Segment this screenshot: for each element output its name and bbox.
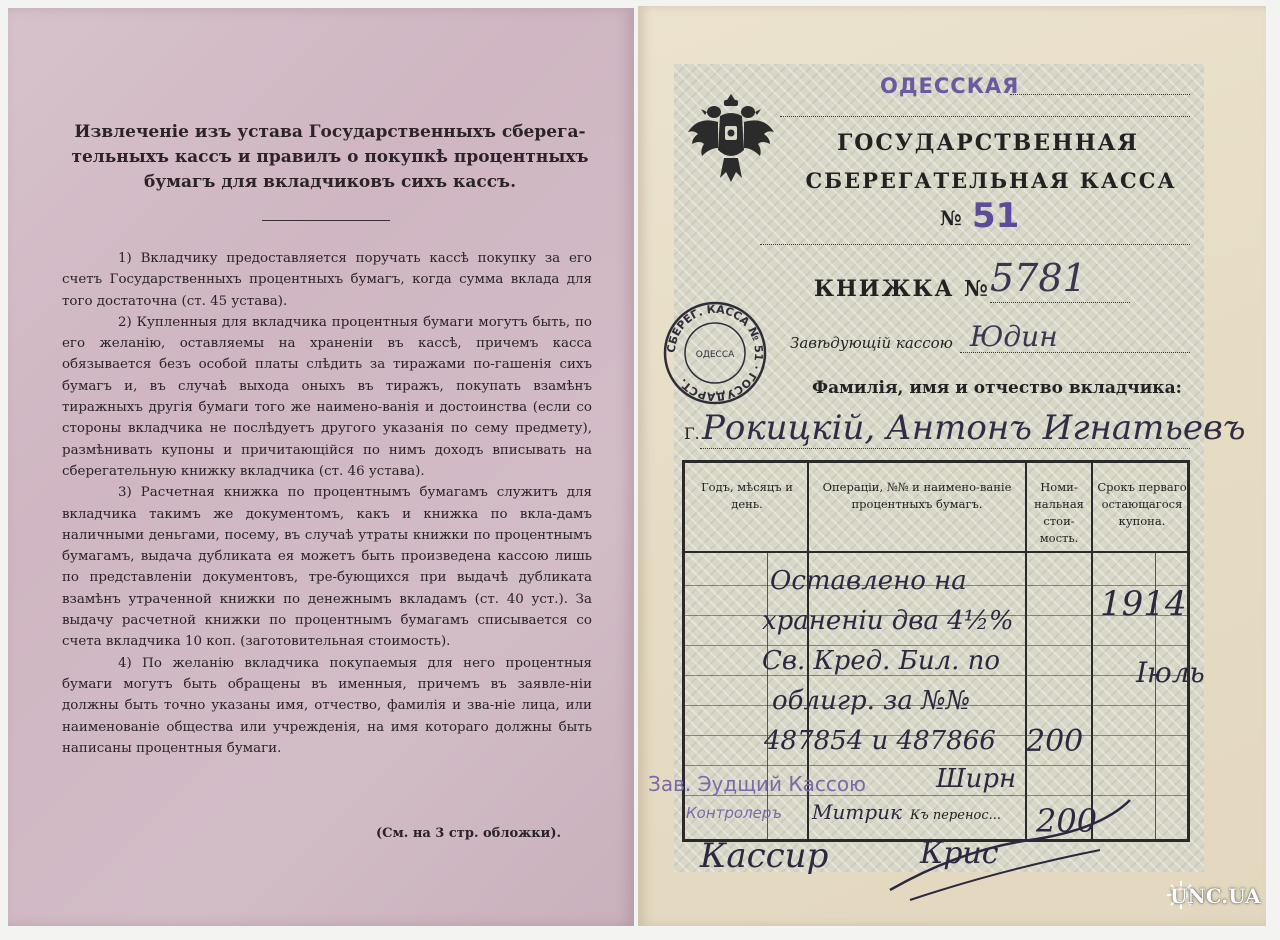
header-date: Годъ, мѣсяцъ и день. (701, 480, 793, 511)
depositor-prefix: Г. (684, 424, 700, 443)
coupon-year: 1914 (1100, 584, 1187, 624)
double-headed-eagle-icon (684, 86, 778, 186)
signature-manager: Ширн (936, 764, 1017, 794)
dotted-line (780, 116, 1190, 117)
carry-over-label: Къ перенос... (910, 808, 1002, 823)
stamp-ring-text: СБЕРЕГ. КАССА № 51 · ГОСУДАРСТ. (664, 302, 766, 404)
nominal-value: 200 (1026, 724, 1084, 759)
round-seal-stamp (660, 298, 770, 408)
title-divider (262, 220, 390, 221)
city-stamp: ОДЕССКАЯ (880, 74, 1020, 98)
office-number-label: № (940, 206, 962, 230)
coupon-month: Іюль (1136, 656, 1205, 689)
signature-strokes (880, 790, 1140, 910)
office-number-value: 51 (972, 196, 1020, 236)
manager-label: Завѣдующій кассою (790, 334, 953, 352)
signature-controller: Митрик (812, 800, 902, 824)
paragraph-1: 1) Вкладчику предоставляется поручать кассѣ покупку за его счетъ Государственныхъ процентныхъ бумагъ, когда сумма вклада для того достаточна (ст. 45 устава). (62, 251, 592, 309)
depositor-label: Фамилія, имя и отчество вкладчика: (812, 378, 1182, 398)
handwritten-line-4: облигр. за №№ (772, 686, 971, 716)
dotted-line (990, 302, 1130, 303)
left-page-footer: (См. на 3 стр. обложки). (376, 826, 562, 841)
handwritten-line-3: Св. Кред. Бил. по (762, 646, 1001, 676)
left-page-title: Извлеченіе изъ устава Государственныхъ сберега-тельныхъ кассъ и правилъ о покупкѣ процентныхъ бумагъ для вкладчиковъ сихъ кассъ. (71, 122, 589, 192)
heading-savings-bank: СБЕРЕГАТЕЛЬНАЯ КАССА (805, 168, 1177, 193)
paragraph-4: 4) По желанію вкладчика покупаемыя для него процентныя бумаги могутъ быть обращены въ именныя, причемъ въ заявле-ніи должны быть точно указаны имя, отчество, фамилія и зва-ніе лица, или наименованіе общества или учрежденія, на имя котораго должны быть написаны процентныя бумаги. (62, 655, 592, 756)
heading-state: ГОСУДАРСТВЕННАЯ (837, 130, 1139, 156)
carry-over-value: 200 (1036, 802, 1098, 840)
signature-extra: Крис (920, 836, 999, 871)
signature-cashier: Кассир (700, 836, 829, 876)
paragraph-3: 3) Расчетная книжка по процентнымъ бумагамъ служитъ для вкладчика такимъ же документомъ, какъ и книжка по вкла-дамъ наличными деньгами, посему, въ случаѣ утраты книжки по процентнымъ бумагамъ, выдача дубликата ея можетъ быть произведена кассою лишь по представленіи документовъ, тре-бующихся при выдачѣ дубликата взамѣнъ утраченной книжки по денежнымъ вкладамъ (ст. 40 уст.). За выдачу расчетной книжки по процентнымъ бумагамъ списывается со счета вкладчика 10 коп. (заготовительная стоимость). (62, 485, 592, 650)
handwritten-line-5: 487854 и 487866 (764, 726, 996, 756)
depositor-name: Рокицкій, Антонъ Игнатьевъ (702, 408, 1246, 448)
header-coupon-term: Срокъ перваго остающагося купона. (1097, 480, 1187, 528)
dotted-line (760, 244, 1190, 245)
controller-stamp: Контролеръ (686, 804, 783, 822)
book-number-label: КНИЖКА № (814, 276, 990, 302)
manager-signature: Юдин (970, 320, 1058, 353)
watermark-text: UNC.UA (1170, 884, 1261, 908)
column-divider (1025, 463, 1027, 839)
stamp-center-text: ОДЕССА (695, 350, 735, 360)
handwritten-line-1: Оставлено на (770, 566, 967, 596)
dotted-line (1010, 94, 1190, 95)
paragraph-2: 2) Купленныя для вкладчика процентныя бумаги могутъ быть, по его желанію, оставляемы на храненіи въ кассѣ, причемъ касса обязывается безъ особой платы слѣдить за тиражами по-гашенія сихъ бумагъ и, въ случаѣ выхода оныхъ въ тиражъ, покупать взамѣнъ тиражныхъ другія бумаги того же наимено-ванія и достоинства (если со стороны вкладчика не послѣдуетъ другого указанія по сему предмету), размѣнивать купоны и причитающійся по нимъ доходъ вписывать на сберегательную книжку вкладчика (ст. 46 устава). (62, 314, 592, 479)
dotted-line (700, 448, 1190, 449)
manager-stamp: Зав. Эудщий Кассою (648, 772, 866, 796)
book-number-value: 5781 (990, 256, 1087, 300)
handwritten-line-2: храненіи два 4½% (762, 606, 1014, 636)
header-operations: Операціи, №№ и наимено-ваніе процентныхъ бумагъ. (822, 480, 1012, 511)
left-page-body (62, 248, 592, 759)
header-nominal: Номи-нальная стои-мость. (1034, 480, 1084, 545)
column-divider (767, 553, 768, 839)
column-divider (1091, 463, 1093, 839)
header-separator (685, 551, 1187, 553)
